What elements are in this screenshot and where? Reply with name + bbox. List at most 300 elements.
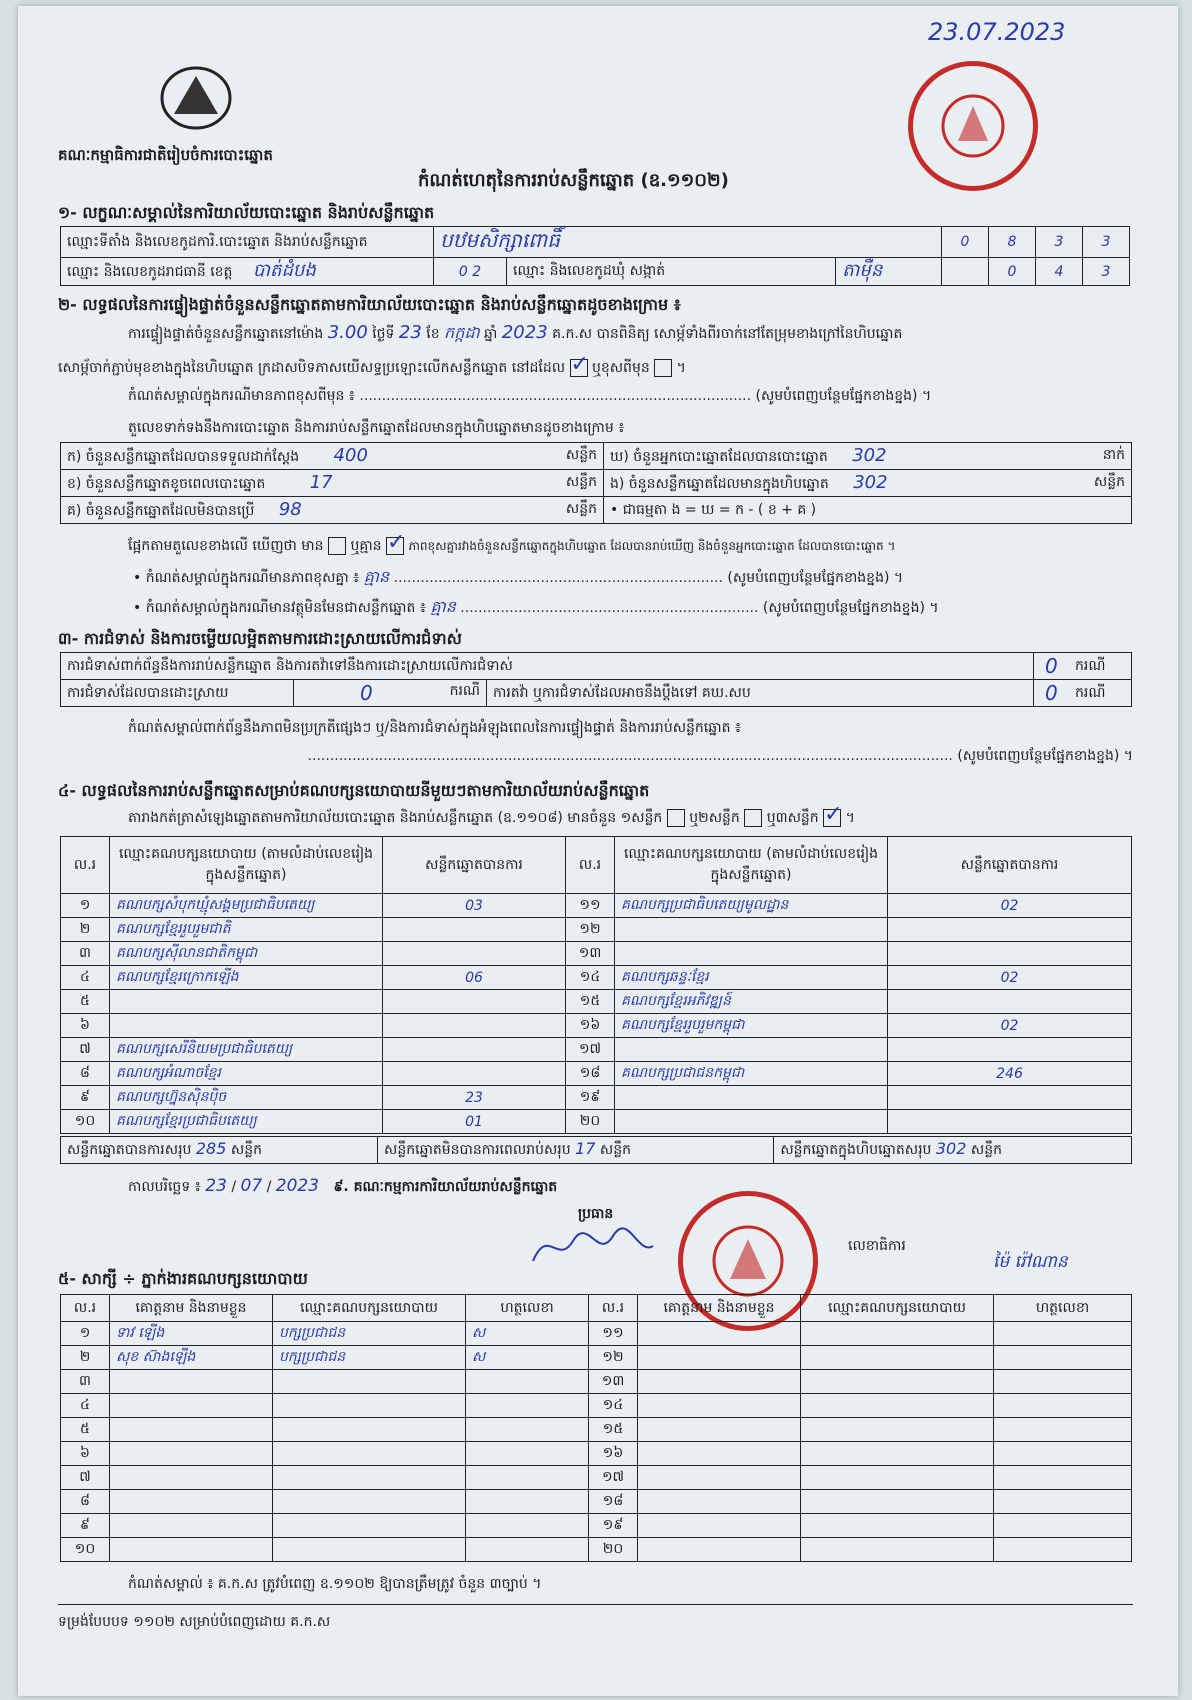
ballots-in-box-label: ង) ចំនួនសន្លឹកឆ្នោតដែលមានក្នុងហិបឆ្នោត xyxy=(610,475,829,492)
unused-row xyxy=(61,497,604,524)
total-box-cell xyxy=(774,1137,1132,1164)
verification-time-label: ការផ្ទៀងផ្ទាត់ចំនួនសន្លឹកឆ្នោតនៅម៉ោង xyxy=(128,326,324,342)
ballot-figures-table xyxy=(60,442,1132,524)
witness-name xyxy=(110,1442,273,1466)
party-name: គណបក្សអំណាចខ្មែរ xyxy=(110,1062,383,1086)
witness-party xyxy=(801,1322,994,1346)
party-votes: 02 xyxy=(888,1014,1132,1038)
objection-count-unit: ករណី xyxy=(1069,653,1132,680)
verification-line-rest: គ.ក.ស បានពិនិត្យ សោម្ភ័ទាំងពីរចាក់នៅតែម្រុមខាងក្រៅនៃហិបឆ្នោត xyxy=(552,326,903,342)
witness-signature xyxy=(466,1370,589,1394)
witness-row xyxy=(61,1514,1132,1538)
objection-note-suffix: (សូមបំពេញបន្ថែមផ្នែកខាងខ្នង) ។ xyxy=(957,748,1133,764)
party-no: ១០ xyxy=(61,1110,110,1134)
witness-no: ៦ xyxy=(61,1442,110,1466)
witness-name xyxy=(110,1514,273,1538)
party-name: គណបក្សប្រជាធិបតេយ្យមូលដ្ឋាន xyxy=(615,894,888,918)
emblem-logo xyxy=(156,62,236,132)
verification-year: 2023 xyxy=(501,322,548,343)
witness-name xyxy=(110,1490,273,1514)
commune-code-1: 0 xyxy=(989,258,1036,286)
party-no: ១២ xyxy=(566,918,615,942)
witness-row xyxy=(61,1418,1132,1442)
witness-row xyxy=(61,1490,1132,1514)
verification-month-label: ខែ xyxy=(426,326,440,342)
voters-unit: នាក់ xyxy=(1102,446,1125,463)
witness-party xyxy=(801,1370,994,1394)
witness-name xyxy=(110,1418,273,1442)
chair-signature xyxy=(528,1221,658,1271)
figures-intro: តួលេខទាក់ទងនឹងការបោះឆ្នោត និងការរាប់សន្លឹកឆ្នោតដែលមានក្នុងហិបឆ្នោតមានដូចខាងក្រោម ៖ xyxy=(128,420,625,436)
discrepancy-check-line xyxy=(128,536,1138,557)
province-value: បាត់ដំបង xyxy=(252,260,316,281)
party-name xyxy=(615,1110,888,1134)
station-code-2: 8 xyxy=(989,227,1036,258)
difference-note-suffix: (សូមបំពេញបន្ថែមផ្នែកខាងខ្នង) ។ xyxy=(755,388,932,404)
party-no: ១ xyxy=(61,894,110,918)
witness-col-name-right: គោត្តនាម និងនាមខ្លួន xyxy=(638,1295,801,1322)
received-label: ក) ចំនួនសន្លឹកឆ្នោតដែលបានទទួលដាក់ស្តែង xyxy=(67,448,300,465)
party-row xyxy=(61,990,1132,1014)
party-name xyxy=(110,990,383,1014)
station-code-1: 0 xyxy=(942,227,989,258)
party-no: ១៤ xyxy=(566,966,615,990)
witness-no: ៧ xyxy=(61,1466,110,1490)
witness-col-party-left: ឈ្មោះគណបក្សនយោបាយ xyxy=(273,1295,466,1322)
party-votes: 01 xyxy=(383,1110,566,1134)
party-no: ៧ xyxy=(61,1038,110,1062)
party-row xyxy=(61,1110,1132,1134)
footer-divider xyxy=(58,1604,1133,1605)
foreign-object-value: គ្មាន xyxy=(430,597,456,616)
form-footer: ទម្រង់បែបបទ ១១០២ សម្រាប់បំពេញដោយ គ.ក.ស xyxy=(58,1614,331,1630)
party-row xyxy=(61,1062,1132,1086)
witness-party xyxy=(273,1490,466,1514)
witness-signature xyxy=(994,1346,1132,1370)
station-value: បឋមសិក្សាពោធិ៍ xyxy=(434,227,942,258)
party-row xyxy=(61,966,1132,990)
party-name: គណបក្សស៊ីលានជាតិកម្ពុជា xyxy=(110,942,383,966)
province-cell xyxy=(61,258,434,286)
witness-no: ១ xyxy=(61,1322,110,1346)
party-name: គណបក្សហ្វ៊ុនស៊ិនប៉ិច xyxy=(110,1086,383,1110)
party-no: ១៣ xyxy=(566,942,615,966)
witness-name xyxy=(638,1514,801,1538)
voters-value: 302 xyxy=(852,444,887,466)
commune-value: តាម៉ឺន xyxy=(836,258,942,286)
witness-party xyxy=(801,1466,994,1490)
party-no: ២ xyxy=(61,918,110,942)
total-invalid-label: សន្លឹកឆ្នោតមិនបានការពេលរាប់សរុប xyxy=(384,1142,571,1158)
committee-label: ៩. គណៈកម្មការការិយាល័យរាប់សន្លឹកឆ្នោត xyxy=(333,1179,558,1195)
party-name xyxy=(615,942,888,966)
witness-party: បក្សប្រជាជន xyxy=(273,1346,466,1370)
witness-signature: ស xyxy=(466,1346,589,1370)
party-no: ៤ xyxy=(61,966,110,990)
tally-3-sheet-checkbox[interactable] xyxy=(823,809,841,827)
party-name: គណបក្សប្រជាជនកម្ពុជា xyxy=(615,1062,888,1086)
witness-row xyxy=(61,1394,1132,1418)
total-valid-label: សន្លឹកឆ្នោតបានការសរុប xyxy=(67,1142,192,1158)
party-results-table xyxy=(60,836,1132,1134)
formula: • ជាធម្មតា ង = ឃ = ក - ( ខ + គ ) xyxy=(604,497,1132,524)
witness-table xyxy=(60,1294,1132,1562)
verification-day: 23 xyxy=(398,322,422,343)
witness-name xyxy=(638,1322,801,1346)
witness-no: ២០ xyxy=(589,1538,638,1562)
witness-signature xyxy=(466,1538,589,1562)
station-code-3: 3 xyxy=(1036,227,1083,258)
witness-name xyxy=(638,1466,801,1490)
party-name xyxy=(615,918,888,942)
witness-party xyxy=(273,1418,466,1442)
witness-col-sign-left: ហត្ថលេខា xyxy=(466,1295,589,1322)
spoiled-label: ខ) ចំនួនសន្លឹកឆ្នោតខូចពេលបោះឆ្នោត xyxy=(67,475,266,492)
verification-year-label: ឆ្នាំ xyxy=(484,326,498,342)
witness-party xyxy=(801,1490,994,1514)
signing-month: 07 xyxy=(240,1176,263,1196)
difference-label: • កំណត់សម្គាល់ក្នុងករណីមានភាពខុសគ្នា ៖ xyxy=(133,570,360,586)
footnote: កំណត់សម្គាល់ ៖ គ.ក.ស ត្រូវបំពេញ ឧ.១១០២ ឱ្យបានត្រឹមត្រូវ ចំនួន ៣ច្បាប់ ។ xyxy=(128,1576,542,1592)
discrepancy-no-checkbox[interactable] xyxy=(386,537,404,555)
party-votes: 02 xyxy=(888,894,1132,918)
party-results-body xyxy=(61,894,1132,1134)
signing-date: កាលបរិច្ឆេទ ៖ 23 / 07 / 2023 ៩. គណៈកម្មការការិយាល័យរាប់សន្លឹកឆ្នោត xyxy=(128,1176,558,1196)
witness-signature xyxy=(466,1394,589,1418)
witness-name xyxy=(638,1370,801,1394)
form-sheet xyxy=(18,6,1178,1696)
tally-2-sheet-checkbox[interactable] xyxy=(744,809,762,827)
verification-month: កក្កដា xyxy=(444,323,480,342)
col-no-left: ល.រ xyxy=(61,837,110,894)
party-no: ១៩ xyxy=(566,1086,615,1110)
chair-label: ប្រធាន xyxy=(578,1206,614,1222)
spoiled-row xyxy=(61,470,604,497)
foreign-object-line: • កំណត់សម្គាល់ក្នុងករណីមានវត្ថុមិនមែនជាសន្លឹកឆ្នោត ៖ គ្មាន ................................................................... (សូមបំពេញបន្ថែមផ្នែកខាងខ្នង) ។ xyxy=(133,597,939,616)
date-top: 23.07.2023 xyxy=(928,18,1066,46)
received-row xyxy=(61,443,604,470)
objection-note-line: ................................................................................................................................................. (សូមបំពេញបន្ថែមផ្នែកខាងខ្នង) ។ xyxy=(307,748,1133,764)
witness-party xyxy=(801,1418,994,1442)
tally-sheet-3-label: ឬ៣សន្លឹក xyxy=(766,810,819,826)
party-votes xyxy=(888,942,1132,966)
party-name: គណបក្សខ្មែរក្រោកឡើង xyxy=(110,966,383,990)
witness-party xyxy=(801,1514,994,1538)
resolved-value: 0 xyxy=(360,681,373,705)
witness-signature xyxy=(994,1466,1132,1490)
station-label: ឈ្មោះទីតាំង និងលេខកូដការិ.បោះឆ្នោត និងរាប់សន្លឹកឆ្នោត xyxy=(61,227,434,258)
party-name xyxy=(615,1038,888,1062)
party-no: ១១ xyxy=(566,894,615,918)
witness-name xyxy=(110,1466,273,1490)
witness-signature xyxy=(994,1394,1132,1418)
witness-body xyxy=(61,1322,1132,1562)
verification-day-label: ថ្ងៃទី xyxy=(372,326,395,342)
witness-party xyxy=(801,1346,994,1370)
party-no: ៦ xyxy=(61,1014,110,1038)
commune-label: ឈ្មោះ និងលេខកូដឃុំ សង្កាត់ xyxy=(507,258,836,286)
witness-party: បក្សប្រជាជន xyxy=(273,1322,466,1346)
witness-signature xyxy=(466,1490,589,1514)
witness-signature xyxy=(466,1514,589,1538)
party-votes xyxy=(383,1038,566,1062)
total-invalid-unit: សន្លឹក xyxy=(599,1142,632,1158)
foreign-object-label: • កំណត់សម្គាល់ក្នុងករណីមានវត្ថុមិនមែនជាសន្លឹកឆ្នោត ៖ xyxy=(133,600,426,616)
witness-col-party-right: ឈ្មោះគណបក្សនយោបាយ xyxy=(801,1295,994,1322)
party-no: ៩ xyxy=(61,1086,110,1110)
party-row xyxy=(61,942,1132,966)
resolved-label: ការជំទាស់ដែលបានដោះស្រាយ xyxy=(61,680,294,707)
total-invalid-value: 17 xyxy=(575,1139,596,1158)
commission-name: គណៈកម្មាធិការជាតិរៀបចំការបោះឆ្នោត xyxy=(58,146,273,164)
total-box-unit: សន្លឹក xyxy=(970,1142,1002,1158)
party-votes xyxy=(888,1110,1132,1134)
witness-no: ១៣ xyxy=(589,1370,638,1394)
witness-signature xyxy=(466,1418,589,1442)
objection-count-label: ការជំទាស់ពាក់ព័ន្ធនឹងការរាប់សន្លឹកឆ្នោត និងការតវ៉ាទៅនឹងការដោះស្រាយលើការជំទាស់ xyxy=(61,653,1034,680)
witness-signature xyxy=(994,1490,1132,1514)
province-label: ឈ្មោះ និងលេខកូដរាជធានី ខេត្ត xyxy=(67,264,233,280)
witness-party xyxy=(801,1538,994,1562)
witness-col-no-right: ល.រ xyxy=(589,1295,638,1322)
verification-line-1 xyxy=(128,322,1138,346)
party-votes xyxy=(888,1038,1132,1062)
tally-sheet-2-label: ឬ២សន្លឹក xyxy=(689,810,740,826)
unused-value: 98 xyxy=(278,498,302,520)
witness-row xyxy=(61,1370,1132,1394)
party-votes: 23 xyxy=(383,1086,566,1110)
witness-name xyxy=(110,1538,273,1562)
col-votes-right: សន្លឹកឆ្នោតបានការ xyxy=(888,837,1132,894)
form-title: កំណត់ហេតុនៃការរាប់សន្លឹកឆ្នោត (ឧ.១១០២) xyxy=(418,170,729,191)
witness-col-no-left: ល.រ xyxy=(61,1295,110,1322)
province-code-1: 0 xyxy=(458,263,468,280)
witness-party xyxy=(273,1394,466,1418)
commune-code-2: 4 xyxy=(1036,258,1083,286)
difference-note-label: កំណត់សម្គាល់ក្នុងករណីមានភាពខុសពីមុន ៖ xyxy=(128,388,355,404)
witness-name xyxy=(638,1346,801,1370)
witness-signature xyxy=(994,1370,1132,1394)
party-votes: 03 xyxy=(383,894,566,918)
party-votes xyxy=(383,942,566,966)
objections-table xyxy=(60,652,1132,707)
witness-col-name-left: គោត្តនាម និងនាមខ្លួន xyxy=(110,1295,273,1322)
tally-sheet-1-label: តារាងកត់ត្រាសំឡេងឆ្នោតតាមការិយាល័យបោះឆ្នោត និងរាប់សន្លឹកឆ្នោត (ឧ.១១០៨) មានចំនួន ១សន្លឹក xyxy=(128,810,663,826)
spoiled-value: 17 xyxy=(309,471,333,493)
section-1-title: ១- លក្ខណៈសម្គាល់នៃការិយាល័យបោះឆ្នោត និងរាប់សន្លឹកឆ្នោត xyxy=(58,203,435,222)
seal-unchanged-label: សោម្ភ័ចាក់ភ្ជាប់មុខខាងក្នុងនៃហិបឆ្នោត ក្រដាសបិទភាសយើសទ្ធប្រឡោះលើកសន្លឹកឆ្នោត នៅដដែល xyxy=(58,360,566,376)
station-code-4: 3 xyxy=(1083,227,1130,258)
party-votes: 246 xyxy=(888,1062,1132,1086)
party-name: គណបក្សឆន្ទៈខ្មែរ xyxy=(615,966,888,990)
witness-no: ៣ xyxy=(61,1370,110,1394)
total-box-label: សន្លឹកឆ្នោតក្នុងហិបឆ្នោតសរុប xyxy=(780,1142,932,1158)
discrepancy-yes-checkbox[interactable] xyxy=(328,537,346,555)
party-row xyxy=(61,1086,1132,1110)
party-votes xyxy=(888,1086,1132,1110)
party-row xyxy=(61,894,1132,918)
party-no: ១៨ xyxy=(566,1062,615,1086)
objection-note: កំណត់សម្គាល់ពាក់ព័ន្ធនឹងភាពមិនប្រក្រតីផ្សេងៗ ឬ/និងការជំទាស់ក្នុងអំឡុងពេលនៃការផ្ទៀងផ្ទាត់ និងការរាប់សន្លឹកឆ្នោត ៖ xyxy=(128,720,742,736)
difference-value: គ្មាន xyxy=(363,567,390,586)
signing-day: 23 xyxy=(205,1176,227,1196)
witness-name xyxy=(638,1394,801,1418)
foreign-object-suffix: (សូមបំពេញបន្ថែមផ្នែកខាងខ្នង) ។ xyxy=(762,600,939,616)
party-name: គណបក្សសំបុកឃ្មុំសង្គមប្រជាធិបតេយ្យ xyxy=(110,894,383,918)
difference-note-line: កំណត់សម្គាល់ក្នុងករណីមានភាពខុសពីមុន ៖ ........................................................................................ (សូមបំពេញបន្ថែមផ្នែកខាងខ្នង) ។ xyxy=(128,388,932,404)
total-valid-value: 285 xyxy=(195,1139,227,1158)
received-unit: សន្លឹក xyxy=(565,446,597,463)
party-votes xyxy=(888,990,1132,1014)
discrepancy-rest: ភាពខុសគ្នារវាងចំនួនសន្លឹកឆ្នោតក្នុងហិបឆ្នោត ដែលបានរាប់ឃើញ និងចំនួនអ្នកបោះឆ្នោត ដែលបានបោះឆ្នោត ។ xyxy=(408,539,896,553)
witness-signature: ស xyxy=(466,1322,589,1346)
party-no: ៣ xyxy=(61,942,110,966)
unused-unit: សន្លឹក xyxy=(565,500,597,517)
witness-col-sign-right: ហត្ថលេខា xyxy=(994,1295,1132,1322)
seal-unchanged-checkbox[interactable] xyxy=(570,359,588,377)
witness-party xyxy=(273,1514,466,1538)
witness-party xyxy=(801,1394,994,1418)
col-party-right: ឈ្មោះគណបក្សនយោបាយ (តាមលំដាប់លេខរៀងក្នុងសន្លឹកឆ្នោត) xyxy=(615,837,888,894)
party-name: គណបក្សខ្មែរប្រជាធិបតេយ្យ xyxy=(110,1110,383,1134)
station-table xyxy=(60,226,1130,286)
section-4-title: ៤- លទ្ធផលនៃការរាប់សន្លឹកឆ្នោតសម្រាប់គណបក្សនយោបាយនីមួយៗតាមការិយាល័យរាប់សន្លឹកឆ្នោត xyxy=(58,781,650,800)
totals-table xyxy=(60,1136,1132,1164)
witness-no: ២ xyxy=(61,1346,110,1370)
received-value: 400 xyxy=(333,444,368,466)
witness-no: ៨ xyxy=(61,1490,110,1514)
party-row xyxy=(61,918,1132,942)
party-votes xyxy=(888,918,1132,942)
province-code xyxy=(434,258,507,286)
discrepancy-yes-label: ផ្អែកតាមតួលេខខាងលើ ឃើញថា មាន xyxy=(128,538,324,554)
section-5-title: ៥- សាក្សី ÷ ភ្នាក់ងារគណបក្សនយោបាយ xyxy=(58,1269,308,1288)
witness-row xyxy=(61,1466,1132,1490)
spoiled-unit: សន្លឹក xyxy=(565,473,597,490)
witness-party xyxy=(801,1442,994,1466)
total-valid-cell xyxy=(61,1137,378,1164)
witness-party xyxy=(273,1538,466,1562)
witness-no: ៩ xyxy=(61,1514,110,1538)
unused-label: គ) ចំនួនសន្លឹកឆ្នោតដែលមិនបានប្រើ xyxy=(67,502,255,519)
tally-sheet-count: តារាងកត់ត្រាសំឡេងឆ្នោតតាមការិយាល័យបោះឆ្នោត និងរាប់សន្លឹកឆ្នោត (ឧ.១១០៨) មានចំនួន ១សន្លឹក ឬ២សន្លឹក ឬ៣សន្លឹក ✓ ។ xyxy=(128,808,855,829)
total-invalid-cell xyxy=(378,1137,774,1164)
party-no: ៥ xyxy=(61,990,110,1014)
party-votes xyxy=(383,1014,566,1038)
resolved-unit: ករណី xyxy=(449,683,480,699)
witness-no: ១៧ xyxy=(589,1466,638,1490)
witness-no: ១១ xyxy=(589,1322,638,1346)
province-code-2: 2 xyxy=(472,263,482,280)
party-name: គណបក្សខ្មែររួបរួមជាតិ xyxy=(110,918,383,942)
witness-row xyxy=(61,1322,1132,1346)
party-name xyxy=(615,1086,888,1110)
witness-signature xyxy=(466,1466,589,1490)
party-name: គណបក្សខ្មែររួបរួមកម្ពុជា xyxy=(615,1014,888,1038)
witness-signature xyxy=(994,1442,1132,1466)
party-votes xyxy=(383,1062,566,1086)
witness-name: ទាវ ឡើង xyxy=(110,1322,273,1346)
witness-name xyxy=(110,1370,273,1394)
party-no: ១៥ xyxy=(566,990,615,1014)
party-no: ១៧ xyxy=(566,1038,615,1062)
witness-name: សុខ ស៊ាងឡើង xyxy=(110,1346,273,1370)
witness-no: ៤ xyxy=(61,1394,110,1418)
witness-no: ១៥ xyxy=(589,1418,638,1442)
witness-party xyxy=(273,1466,466,1490)
witness-no: ១២ xyxy=(589,1346,638,1370)
party-votes xyxy=(383,990,566,1014)
party-votes: 02 xyxy=(888,966,1132,990)
witness-no: ១៦ xyxy=(589,1442,638,1466)
section-3-title: ៣- ការជំទាស់ និងការចម្លើយលម្អិតតាមការដោះស្រាយលើការជំទាស់ xyxy=(58,629,462,648)
voters-label: ឃ) ចំនួនអ្នកបោះឆ្នោតដែលបានបោះឆ្នោត xyxy=(610,448,828,465)
col-party-left: ឈ្មោះគណបក្សនយោបាយ (តាមលំដាប់លេខរៀងក្នុងសន្លឹកឆ្នោត) xyxy=(110,837,383,894)
appeal-label: ការតវ៉ា ឬការជំទាស់ដែលអាចនឹងប្តឹងទៅ គឃ.សប xyxy=(487,680,1034,707)
party-row xyxy=(61,1014,1132,1038)
witness-no: ១៩ xyxy=(589,1514,638,1538)
ballots-in-box-row xyxy=(604,470,1132,497)
witness-name xyxy=(638,1490,801,1514)
witness-signature xyxy=(994,1514,1132,1538)
total-box-value: 302 xyxy=(935,1139,967,1158)
difference-line: • កំណត់សម្គាល់ក្នុងករណីមានភាពខុសគ្នា ៖ គ្មាន .......................................................................... (សូមបំពេញបន្ថែមផ្នែកខាងខ្នង) ។ xyxy=(133,567,904,586)
section-2-title: ២- លទ្ធផលនៃការផ្ទៀងផ្ទាត់ចំនួនសន្លឹកឆ្នោតតាមការិយាល័យបោះឆ្នោត និងរាប់សន្លឹកឆ្នោតដូចខាងក្រោម ៖ xyxy=(58,295,681,314)
seal-changed-label: ឬខុសពីមុន xyxy=(591,360,650,376)
witness-no: ១៨ xyxy=(589,1490,638,1514)
resolved-cell xyxy=(294,680,487,707)
party-name xyxy=(110,1014,383,1038)
party-name: គណបក្សខ្មែរអភិវឌ្ឍន៍ xyxy=(615,990,888,1014)
seal-changed-checkbox[interactable] xyxy=(654,359,672,377)
voters-row xyxy=(604,443,1132,470)
objection-count-value: 0 xyxy=(1033,653,1069,680)
witness-name xyxy=(638,1538,801,1562)
witness-party xyxy=(273,1370,466,1394)
witness-no: ១០ xyxy=(61,1538,110,1562)
witness-signature xyxy=(466,1442,589,1466)
party-no: ១៦ xyxy=(566,1014,615,1038)
signing-date-label: កាលបរិច្ឆេទ ៖ xyxy=(128,1179,201,1195)
col-no-right: ល.រ xyxy=(566,837,615,894)
tally-1-sheet-checkbox[interactable] xyxy=(667,809,685,827)
witness-row xyxy=(61,1346,1132,1370)
difference-suffix: (សូមបំពេញបន្ថែមផ្នែកខាងខ្នង) ។ xyxy=(727,570,904,586)
witness-row xyxy=(61,1442,1132,1466)
appeal-unit: ករណី xyxy=(1069,680,1132,707)
witness-no: ១៤ xyxy=(589,1394,638,1418)
ballots-in-box-value: 302 xyxy=(853,471,888,493)
verification-line-2: សោម្ភ័ចាក់ភ្ជាប់មុខខាងក្នុងនៃហិបឆ្នោត ក្រដាសបិទភាសយើសទ្ធប្រឡោះលើកសន្លឹកឆ្នោត នៅដដែល ✓ ឬខុសពីមុន ។ xyxy=(58,358,686,379)
witness-name xyxy=(638,1442,801,1466)
witness-name xyxy=(110,1394,273,1418)
witness-signature xyxy=(994,1418,1132,1442)
witness-signature xyxy=(994,1322,1132,1346)
col-votes-left: សន្លឹកឆ្នោតបានការ xyxy=(383,837,566,894)
party-no: ២០ xyxy=(566,1110,615,1134)
witness-name xyxy=(638,1418,801,1442)
party-name: គណបក្សសេរីនិយមប្រជាធិបតេយ្យ xyxy=(110,1038,383,1062)
witness-party xyxy=(273,1442,466,1466)
verification-time: 3.00 xyxy=(327,322,368,343)
party-votes xyxy=(383,918,566,942)
total-valid-unit: សន្លឹក xyxy=(230,1142,262,1158)
party-no: ៨ xyxy=(61,1062,110,1086)
witness-no: ៥ xyxy=(61,1418,110,1442)
ballots-in-box-unit: សន្លឹក xyxy=(1093,473,1125,490)
witness-row xyxy=(61,1538,1132,1562)
secretary-name: ម៉ៃ រ៉ៅណាន xyxy=(993,1252,1068,1272)
